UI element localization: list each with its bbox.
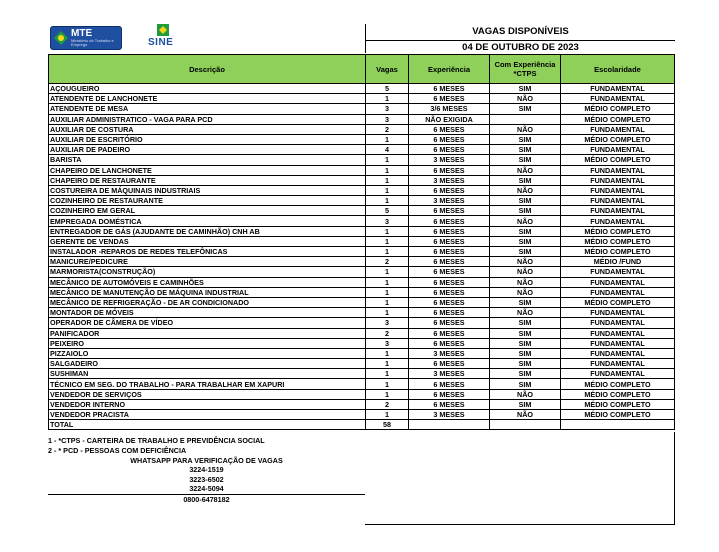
- empty-cell: [561, 420, 675, 430]
- cell-vacancies: 1: [366, 134, 409, 144]
- cell-education: MÉDIO COMPLETO: [561, 247, 675, 257]
- cell-education: FUNDAMENTAL: [561, 369, 675, 379]
- empty-cell: [490, 420, 561, 430]
- table-row: [49, 206, 675, 216]
- table-row: [49, 359, 675, 369]
- cell-ctps: SIM: [490, 155, 561, 165]
- cell-ctps: NÃO: [490, 410, 561, 420]
- cell-ctps: SIM: [490, 196, 561, 206]
- cell-experience: 6 MESES: [409, 206, 490, 216]
- cell-education: MÉDIO COMPLETO: [561, 155, 675, 165]
- mte-logo-subtext: Ministério do Trabalho e Emprego: [71, 38, 114, 47]
- cell-description: COZINHEIRO EM GERAL: [49, 206, 366, 216]
- title-box: [365, 24, 675, 53]
- cell-description: VENDEDOR INTERNO: [49, 399, 366, 409]
- cell-ctps: SIM: [490, 84, 561, 94]
- cell-experience: 6 MESES: [409, 226, 490, 236]
- cell-experience: 6 MESES: [409, 145, 490, 155]
- cell-education: FUNDAMENTAL: [561, 359, 675, 369]
- cell-ctps: NÃO: [490, 389, 561, 399]
- cell-ctps: SIM: [490, 104, 561, 114]
- cell-vacancies: 1: [366, 297, 409, 307]
- cell-education: MÉDIO COMPLETO: [561, 389, 675, 399]
- cell-description: COSTUREIRA DE MÁQUINAIS INDUSTRIAIS: [49, 185, 366, 195]
- cell-experience: 6 MESES: [409, 379, 490, 389]
- cell-description: MONTADOR DE MÓVEIS: [49, 308, 366, 318]
- col-description: Descrição: [49, 55, 366, 84]
- cell-ctps: NÃO: [490, 185, 561, 195]
- table-row: [49, 247, 675, 257]
- cell-vacancies: 1: [366, 389, 409, 399]
- table-row: [49, 257, 675, 267]
- table-row: [49, 185, 675, 195]
- cell-vacancies: 3: [366, 318, 409, 328]
- table-row: [49, 328, 675, 338]
- phone-4: 0800-6478182: [48, 494, 365, 505]
- cell-education: FUNDAMENTAL: [561, 338, 675, 348]
- cell-education: FUNDAMENTAL: [561, 84, 675, 94]
- cell-description: MANICURE/PEDICURE: [49, 257, 366, 267]
- cell-description: MECÂNICO DE REFRIGERAÇÃO - DE AR CONDICIONADO: [49, 297, 366, 307]
- cell-education: MÉDIO COMPLETO: [561, 236, 675, 246]
- cell-ctps: NÃO: [490, 257, 561, 267]
- cell-education: FUNDAMENTAL: [561, 196, 675, 206]
- total-row: [49, 420, 675, 430]
- page-date: 04 DE OUTUBRO DE 2023: [366, 40, 675, 53]
- table-row: [49, 84, 675, 94]
- cell-description: OPERADOR DE CÂMERA DE VÍDEO: [49, 318, 366, 328]
- cell-ctps: SIM: [490, 399, 561, 409]
- cell-education: MÉDIO COMPLETO: [561, 226, 675, 236]
- table-row: [49, 155, 675, 165]
- mte-logo-text: MTE: [71, 28, 93, 39]
- whatsapp-label: WHATSAPP PARA VERIFICAÇÃO DE VAGAS: [130, 455, 283, 465]
- cell-education: MÉDIO COMPLETO: [561, 297, 675, 307]
- cell-experience: 6 MESES: [409, 328, 490, 338]
- cell-education: FUNDAMENTAL: [561, 308, 675, 318]
- cell-education: MÉDIO COMPLETO: [561, 399, 675, 409]
- table-row: [49, 216, 675, 226]
- cell-ctps: SIM: [490, 226, 561, 236]
- cell-description: CHAPEIRO DE RESTAURANTE: [49, 175, 366, 185]
- cell-ctps: SIM: [490, 134, 561, 144]
- cell-vacancies: 1: [366, 348, 409, 358]
- cell-education: FUNDAMENTAL: [561, 348, 675, 358]
- table-row: [49, 277, 675, 287]
- cell-experience: 6 MESES: [409, 399, 490, 409]
- cell-education: MÉDIO /FUND: [561, 257, 675, 267]
- table-row: [49, 318, 675, 328]
- table-row: [49, 338, 675, 348]
- cell-description: PIZZAIOLO: [49, 348, 366, 358]
- cell-vacancies: 1: [366, 196, 409, 206]
- sine-logo-text: SINE: [148, 37, 174, 48]
- cell-vacancies: 1: [366, 236, 409, 246]
- cell-ctps: NÃO: [490, 287, 561, 297]
- table-row: [49, 267, 675, 277]
- cell-ctps: SIM: [490, 318, 561, 328]
- cell-ctps: NÃO: [490, 165, 561, 175]
- cell-ctps: SIM: [490, 338, 561, 348]
- cell-vacancies: 3: [366, 114, 409, 124]
- page-title: VAGAS DISPONÍVEIS: [472, 26, 569, 37]
- cell-description: AUXILIAR ADMINISTRATICO - VAGA PARA PCD: [49, 114, 366, 124]
- cell-ctps: SIM: [490, 206, 561, 216]
- cell-description: AUXILIAR DE PADEIRO: [49, 145, 366, 155]
- cell-vacancies: 2: [366, 328, 409, 338]
- cell-experience: 6 MESES: [409, 236, 490, 246]
- cell-education: FUNDAMENTAL: [561, 216, 675, 226]
- cell-vacancies: 1: [366, 175, 409, 185]
- cell-vacancies: 1: [366, 369, 409, 379]
- cell-education: FUNDAMENTAL: [561, 145, 675, 155]
- cell-experience: 6 MESES: [409, 318, 490, 328]
- table-row: [49, 379, 675, 389]
- vacancy-table: [48, 54, 675, 430]
- cell-ctps: NÃO: [490, 277, 561, 287]
- cell-education: FUNDAMENTAL: [561, 277, 675, 287]
- cell-description: PANIFICADOR: [49, 328, 366, 338]
- cell-experience: 6 MESES: [409, 247, 490, 257]
- col-education: Escolaridade: [561, 55, 675, 84]
- cell-experience: 3 MESES: [409, 348, 490, 358]
- table-row: [49, 196, 675, 206]
- table-row: [49, 104, 675, 114]
- cell-description: CHAPEIRO DE LANCHONETE: [49, 165, 366, 175]
- cell-ctps: SIM: [490, 175, 561, 185]
- cell-vacancies: 2: [366, 124, 409, 134]
- cell-experience: 3 MESES: [409, 410, 490, 420]
- table-row: [49, 287, 675, 297]
- cell-education: MÉDIO COMPLETO: [561, 379, 675, 389]
- cell-education: MÉDIO COMPLETO: [561, 134, 675, 144]
- cell-vacancies: 1: [366, 165, 409, 175]
- cell-vacancies: 5: [366, 206, 409, 216]
- cell-experience: 6 MESES: [409, 389, 490, 399]
- cell-vacancies: 4: [366, 145, 409, 155]
- right-frame-line: [365, 432, 675, 525]
- cell-vacancies: 1: [366, 277, 409, 287]
- cell-description: VENDEDOR DE SERVIÇOS: [49, 389, 366, 399]
- col-experience: Experiência: [409, 55, 490, 84]
- table-body: [49, 84, 675, 430]
- cell-experience: 6 MESES: [409, 297, 490, 307]
- table-row: [49, 94, 675, 104]
- cell-vacancies: 1: [366, 155, 409, 165]
- cell-vacancies: 3: [366, 104, 409, 114]
- table-row: [49, 165, 675, 175]
- cell-ctps: SIM: [490, 369, 561, 379]
- cell-vacancies: 1: [366, 94, 409, 104]
- cell-experience: 6 MESES: [409, 257, 490, 267]
- cell-description: INSTALADOR -REPAROS DE REDES TELEFÔNICAS: [49, 247, 366, 257]
- cell-description: PEIXEIRO: [49, 338, 366, 348]
- cell-education: FUNDAMENTAL: [561, 165, 675, 175]
- cell-experience: 6 MESES: [409, 359, 490, 369]
- cell-vacancies: 1: [366, 308, 409, 318]
- cell-vacancies: 1: [366, 410, 409, 420]
- cell-experience: 6 MESES: [409, 124, 490, 134]
- cell-experience: 6 MESES: [409, 308, 490, 318]
- table-row: [49, 389, 675, 399]
- cell-description: ATENDENTE DE LANCHONETE: [49, 94, 366, 104]
- table-row: [49, 369, 675, 379]
- cell-ctps: SIM: [490, 359, 561, 369]
- cell-vacancies: 3: [366, 338, 409, 348]
- cell-vacancies: 3: [366, 216, 409, 226]
- cell-vacancies: 1: [366, 185, 409, 195]
- table-row: [49, 124, 675, 134]
- cell-experience: 6 MESES: [409, 185, 490, 195]
- cell-education: FUNDAMENTAL: [561, 94, 675, 104]
- cell-ctps: NÃO: [490, 94, 561, 104]
- cell-ctps: NÃO: [490, 124, 561, 134]
- cell-ctps: NÃO: [490, 308, 561, 318]
- cell-experience: 6 MESES: [409, 338, 490, 348]
- mte-logo: [50, 26, 122, 50]
- table-row: [49, 348, 675, 358]
- cell-education: FUNDAMENTAL: [561, 267, 675, 277]
- cell-vacancies: 1: [366, 287, 409, 297]
- cell-experience: 3 MESES: [409, 196, 490, 206]
- cell-experience: 3 MESES: [409, 175, 490, 185]
- cell-education: FUNDAMENTAL: [561, 287, 675, 297]
- cell-education: FUNDAMENTAL: [561, 328, 675, 338]
- cell-experience: 6 MESES: [409, 287, 490, 297]
- table-row: [49, 134, 675, 144]
- cell-experience: 6 MESES: [409, 165, 490, 175]
- table-row: [49, 114, 675, 124]
- empty-cell: [409, 420, 490, 430]
- note-pcd: 2 - * PCD - PESSOAS COM DEFICIÊNCIA: [48, 445, 187, 455]
- table-header-row: [49, 55, 675, 84]
- phone-3: 3224-5094: [189, 484, 224, 494]
- cell-description: TÉCNICO EM SEG. DO TRABALHO - PARA TRABALHAR EM XAPURI: [49, 379, 366, 389]
- cell-experience: 3 MESES: [409, 369, 490, 379]
- cell-description: BARISTA: [49, 155, 366, 165]
- cell-description: AÇOUGUEIRO: [49, 84, 366, 94]
- cell-experience: 3/6 MESES: [409, 104, 490, 114]
- col-ctps: Com Experiência *CTPS: [490, 55, 561, 84]
- cell-description: COZINHEIRO DE RESTAURANTE: [49, 196, 366, 206]
- flag-icon: [157, 24, 169, 36]
- table-row: [49, 297, 675, 307]
- brazil-flag-icon: [54, 31, 68, 45]
- cell-experience: 6 MESES: [409, 216, 490, 226]
- cell-education: FUNDAMENTAL: [561, 185, 675, 195]
- cell-experience: 6 MESES: [409, 94, 490, 104]
- phone-1: 3224-1519: [189, 465, 224, 475]
- note-ctps: 1 - *CTPS - CARTEIRA DE TRABALHO E PREVIDÊNCIA SOCIAL: [48, 436, 265, 446]
- cell-description: ATENDENTE DE MESA: [49, 104, 366, 114]
- cell-ctps: SIM: [490, 145, 561, 155]
- table-row: [49, 308, 675, 318]
- cell-description: EMPREGADA DOMÉSTICA: [49, 216, 366, 226]
- cell-education: MÉDIO COMPLETO: [561, 410, 675, 420]
- cell-education: FUNDAMENTAL: [561, 206, 675, 216]
- total-label: TOTAL: [49, 420, 366, 430]
- cell-description: MARMORISTA(CONSTRUÇÃO): [49, 267, 366, 277]
- cell-ctps: [490, 114, 561, 124]
- cell-ctps: SIM: [490, 379, 561, 389]
- cell-education: FUNDAMENTAL: [561, 175, 675, 185]
- phone-2: 3223-6502: [189, 474, 224, 484]
- cell-description: MECÂNICO DE AUTOMÓVEIS E CAMINHÕES: [49, 277, 366, 287]
- sheet-header: [48, 24, 674, 54]
- col-vacancies: Vagas: [366, 55, 409, 84]
- sine-logo: [148, 24, 178, 52]
- cell-description: GERENTE DE VENDAS: [49, 236, 366, 246]
- cell-experience: NÃO EXIGIDA: [409, 114, 490, 124]
- cell-description: AUXILIAR DE ESCRITÓRIO: [49, 134, 366, 144]
- cell-experience: 6 MESES: [409, 134, 490, 144]
- cell-vacancies: 2: [366, 399, 409, 409]
- cell-description: ENTREGADOR DE GÁS (AJUDANTE DE CAMINHÃO) CNH AB: [49, 226, 366, 236]
- cell-experience: 6 MESES: [409, 267, 490, 277]
- cell-ctps: SIM: [490, 236, 561, 246]
- cell-vacancies: 1: [366, 267, 409, 277]
- table-row: [49, 145, 675, 155]
- cell-education: MÉDIO COMPLETO: [561, 104, 675, 114]
- cell-description: AUXILIAR DE COSTURA: [49, 124, 366, 134]
- cell-vacancies: 1: [366, 379, 409, 389]
- cell-vacancies: 1: [366, 226, 409, 236]
- cell-experience: 3 MESES: [409, 155, 490, 165]
- cell-vacancies: 2: [366, 257, 409, 267]
- cell-description: SALGADEIRO: [49, 359, 366, 369]
- table-row: [49, 399, 675, 409]
- cell-ctps: SIM: [490, 348, 561, 358]
- cell-vacancies: 1: [366, 359, 409, 369]
- cell-description: VENDEDOR PRACISTA: [49, 410, 366, 420]
- cell-education: MÉDIO COMPLETO: [561, 114, 675, 124]
- cell-ctps: SIM: [490, 247, 561, 257]
- cell-education: FUNDAMENTAL: [561, 318, 675, 328]
- table-row: [49, 175, 675, 185]
- cell-description: SUSHIMAN: [49, 369, 366, 379]
- cell-vacancies: 1: [366, 247, 409, 257]
- cell-experience: 6 MESES: [409, 84, 490, 94]
- table-row: [49, 236, 675, 246]
- table-row: [49, 410, 675, 420]
- cell-ctps: SIM: [490, 297, 561, 307]
- cell-ctps: SIM: [490, 328, 561, 338]
- cell-vacancies: 5: [366, 84, 409, 94]
- cell-description: MECÂNICO DE MANUTENÇÃO DE MÁQUINA INDUSTRIAL: [49, 287, 366, 297]
- cell-ctps: NÃO: [490, 267, 561, 277]
- total-value: 58: [366, 420, 409, 430]
- cell-experience: 6 MESES: [409, 277, 490, 287]
- cell-ctps: NÃO: [490, 216, 561, 226]
- cell-education: FUNDAMENTAL: [561, 124, 675, 134]
- table-row: [49, 226, 675, 236]
